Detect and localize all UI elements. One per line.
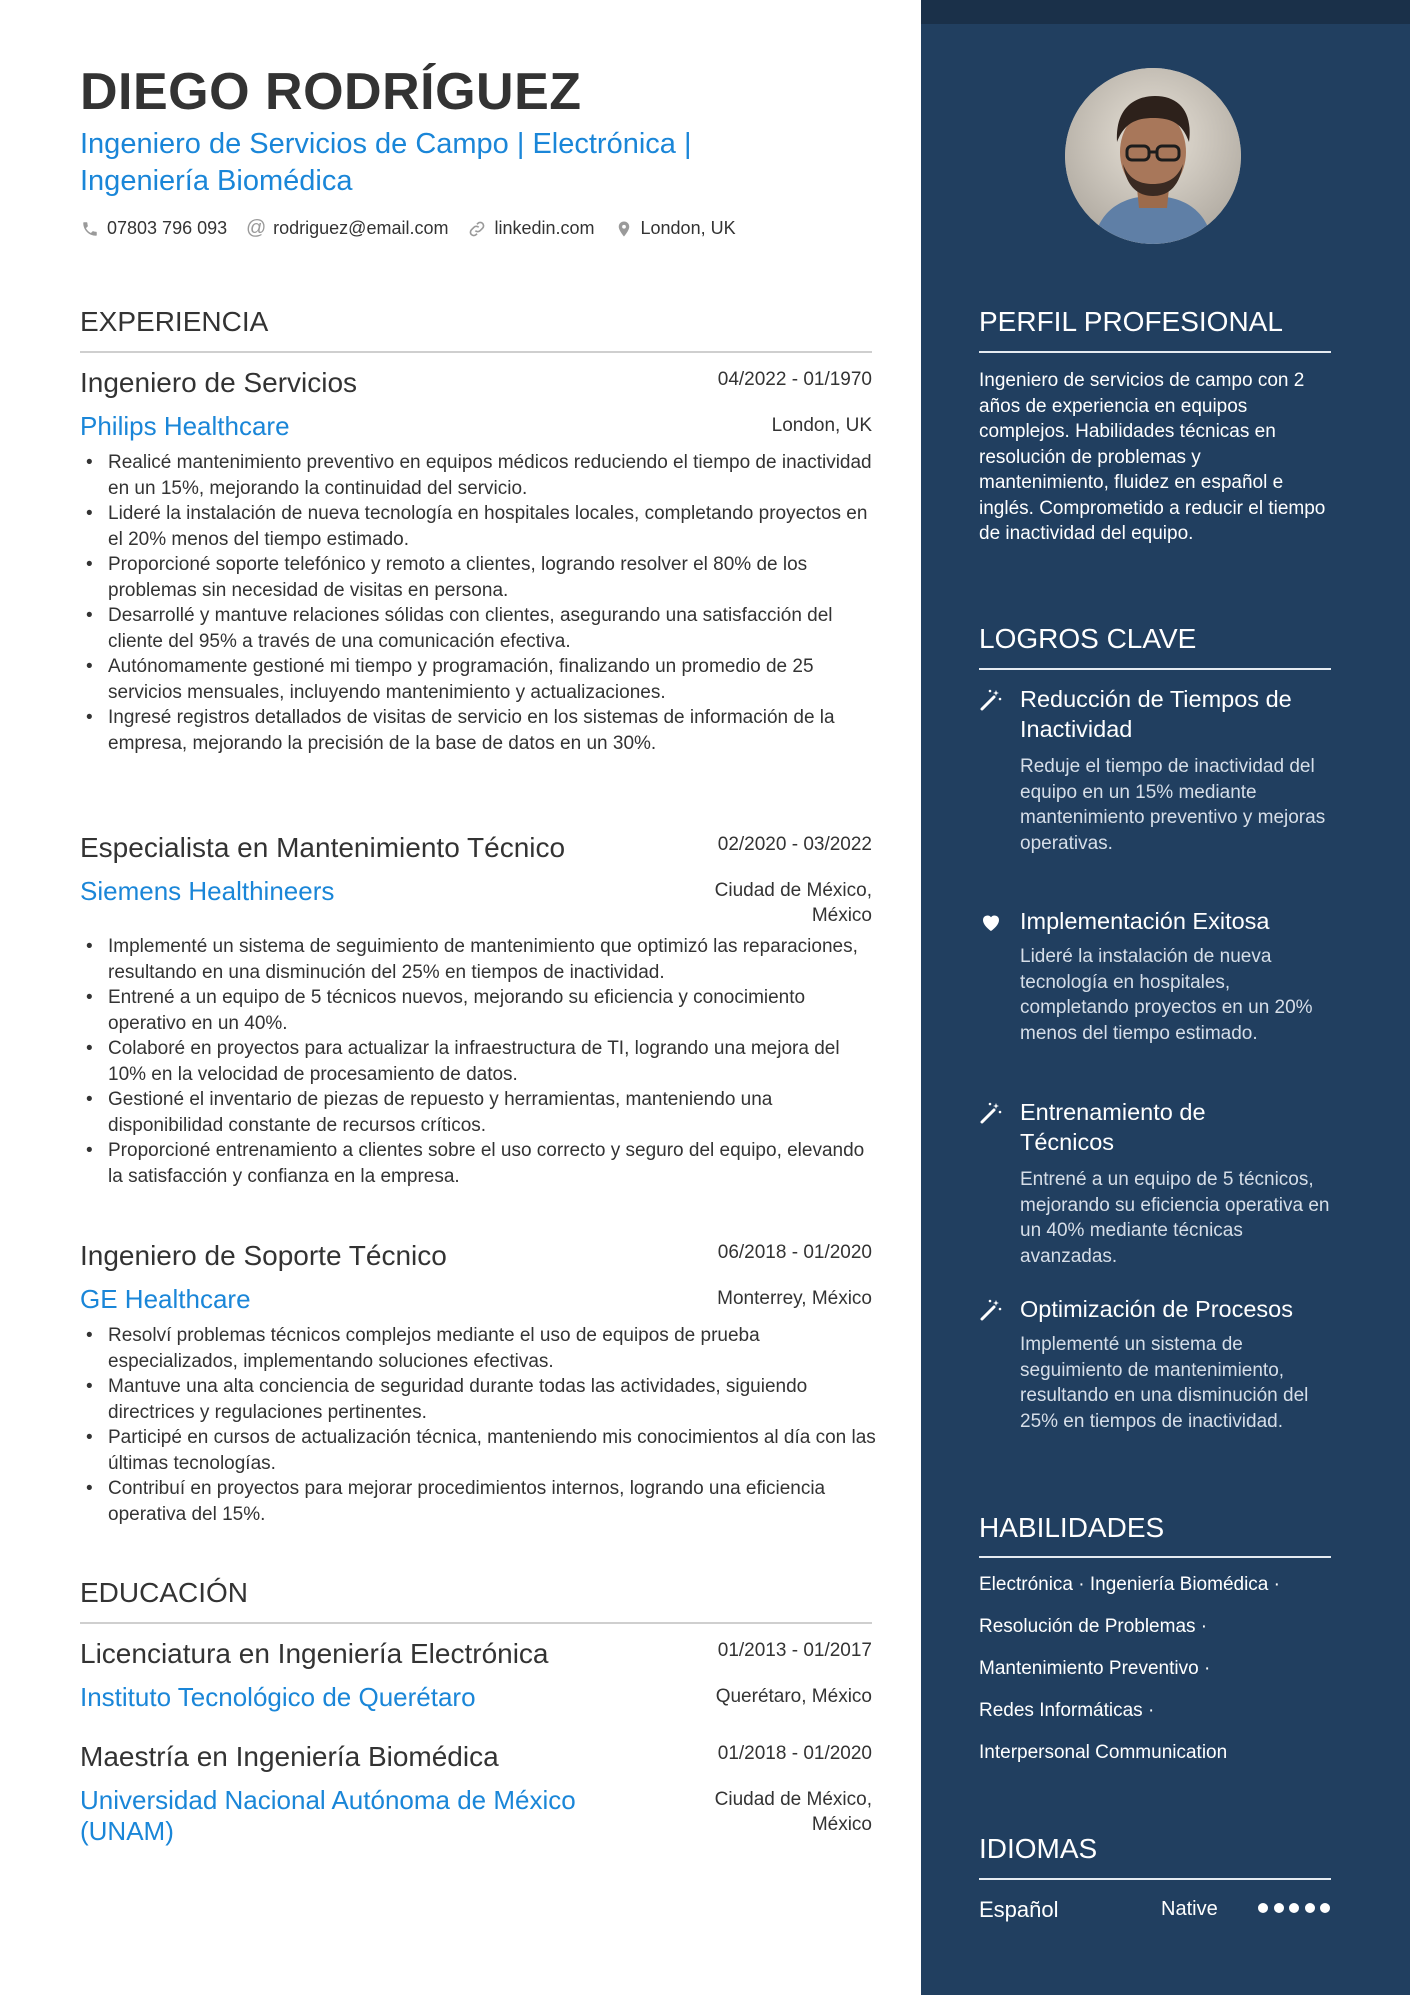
bullet-item: • Mantuve una alta conciencia de seguridad durante todas las actividades, siguiendo directrices y regulaciones pertinentes.: [80, 1374, 880, 1425]
education-location: [715, 1787, 872, 1837]
proficiency-dot: [1258, 1903, 1268, 1913]
achievement-desc: Implementé un sistema de seguimiento de mantenimiento, resultando en una disminución del 25% en tiempos de inactividad.: [1020, 1334, 1309, 1432]
job-entry: [80, 367, 872, 754]
job-bullets: [80, 934, 880, 1189]
bullet-item: • Proporcioné entrenamiento a clientes sobre el uso correcto y seguro del equipo, elevando la satisfacción y confianza en la empresa.: [80, 1138, 880, 1189]
contact-linkedin[interactable]: [467, 218, 594, 239]
linkedin-text: linkedin.com: [494, 218, 595, 238]
languages-divider: [979, 1878, 1331, 1880]
experience-divider: [80, 351, 872, 353]
job-dates: 04/2022 - 01/1970: [717, 369, 872, 390]
proficiency-dot: [1305, 1903, 1315, 1913]
magic-wand-icon: [979, 1298, 1003, 1322]
skills-divider: [979, 1556, 1331, 1558]
education-location-line: México: [811, 1814, 872, 1835]
proficiency-dot: [1320, 1903, 1330, 1913]
education-entry: [80, 1638, 872, 1712]
contact-location: [614, 218, 736, 239]
education-dates: 01/2013 - 01/2017: [717, 1640, 872, 1661]
job-role: Especialista en Mantenimiento Técnico: [80, 832, 566, 863]
language-proficiency-dots: [1258, 1903, 1336, 1913]
bullet-item: • Ingresé registros detallados de visitas de servicio en los sistemas de información de la empresa, mejorando la precisión de la base de datos en un 30%.: [80, 705, 880, 756]
achievement-desc: Lideré la instalación de nueva tecnología en hospitales, completando proyectos en un 20% menos del tiempo estimado.: [1020, 946, 1313, 1044]
degree: Maestría en Ingeniería Biomédica: [80, 1741, 499, 1772]
profile-divider: [979, 351, 1331, 353]
job-company: GE Healthcare: [80, 1284, 251, 1314]
job-location-line: México: [811, 905, 872, 926]
bullet-item: • Gestioné el inventario de piezas de repuesto y herramientas, manteniendo una disponibilidad constante de recursos críticos.: [80, 1087, 880, 1138]
headline-line: Ingeniero de Servicios de Campo | Electrónica |: [80, 128, 692, 160]
bullet-item: • Desarrollé y mantuve relaciones sólidas con clientes, asegurando una satisfacción del cliente del 95% a través de una comunicación efectiva.: [80, 603, 880, 654]
school: Instituto Tecnológico de Querétaro: [80, 1682, 476, 1712]
sidebar-top-bar: [921, 0, 1410, 24]
location-text: London, UK: [640, 218, 736, 238]
skill-line: Electrónica · Ingeniería Biomédica ·: [979, 1574, 1280, 1595]
bullet-item: • Contribuí en proyectos para mejorar procedimientos internos, logrando una eficiencia operativa del 15%.: [80, 1476, 880, 1527]
magic-wand-icon: [979, 688, 1003, 712]
achievement-desc: Reduje el tiempo de inactividad del equipo en un 15% mediante mantenimiento preventivo y mejoras operativas.: [1020, 756, 1326, 854]
proficiency-dot: [1289, 1903, 1299, 1913]
profile-photo: [1065, 68, 1241, 244]
education-entry: [80, 1741, 872, 1846]
phone-icon: [80, 219, 100, 239]
job-dates: 06/2018 - 01/2020: [717, 1242, 872, 1263]
phone-text: 07803 796 093: [107, 218, 228, 238]
school-line: Universidad Nacional Autónoma de México: [80, 1785, 576, 1815]
headline: [80, 126, 780, 200]
bullet-item: • Entrené a un equipo de 5 técnicos nuevos, mejorando su eficiencia y conocimiento operativo en un 40%.: [80, 985, 880, 1036]
languages-title: IDIOMAS: [979, 1833, 1098, 1864]
job-location: London, UK: [771, 415, 872, 436]
job-dates: 02/2020 - 03/2022: [717, 834, 872, 855]
bullet-item: • Participé en cursos de actualización técnica, manteniendo mis conocimientos al día con las últimas tecnologías.: [80, 1425, 880, 1476]
job-location: [715, 878, 872, 928]
bullet-item: • Implementé un sistema de seguimiento de mantenimiento que optimizó las reparaciones, resultando en una disminución del 25% en tiempos de inactividad.: [80, 934, 880, 985]
achievement-desc: Entrené a un equipo de 5 técnicos, mejorando su eficiencia operativa en un 40% mediante técnicas avanzadas.: [1020, 1169, 1330, 1267]
job-role: Ingeniero de Soporte Técnico: [80, 1240, 447, 1271]
skill-line: Redes Informáticas ·: [979, 1700, 1155, 1721]
achievement-title: Optimización de Procesos: [1020, 1296, 1293, 1322]
headline-line: Ingeniería Biomédica: [80, 165, 353, 197]
school: [80, 1785, 576, 1847]
job-company: Philips Healthcare: [80, 411, 290, 441]
achievement-title: Reducción de Tiempos de Inactividad: [1020, 686, 1292, 742]
skills-title: HABILIDADES: [979, 1512, 1165, 1543]
achievements-divider: [979, 668, 1331, 670]
proficiency-dot: [1274, 1903, 1284, 1913]
heart-icon: [979, 910, 1003, 934]
education-location-line: Ciudad de México,: [714, 1789, 872, 1810]
skill-line: Mantenimiento Preventivo ·: [979, 1658, 1211, 1679]
job-role: Ingeniero de Servicios: [80, 367, 358, 398]
education-location: Querétaro, México: [715, 1686, 872, 1707]
skill-line: Resolución de Problemas ·: [979, 1616, 1208, 1637]
language-name: Español: [979, 1897, 1059, 1922]
education-title: EDUCACIÓN: [80, 1577, 249, 1608]
profile-title: PERFIL PROFESIONAL: [979, 306, 1283, 337]
job-bullets: [80, 1323, 880, 1527]
bullet-item: • Resolví problemas técnicos complejos mediante el uso de equipos de prueba especializados, implementando soluciones efectivas.: [80, 1323, 880, 1374]
job-company: Siemens Healthineers: [80, 876, 335, 906]
job-entry: [80, 832, 872, 1187]
email-text: rodriguez@email.com: [273, 218, 449, 238]
experience-title: EXPERIENCIA: [80, 306, 269, 337]
education-divider: [80, 1622, 872, 1624]
contact-phone[interactable]: [80, 218, 227, 239]
profile-text: Ingeniero de servicios de campo con 2 años de experiencia en equipos complejos. Habilidades técnicas en resolución de problemas y mantenimiento, fluidez en español e inglés. Comprometido a reducir el tiempo de inactividad del equipo.: [979, 370, 1326, 544]
achievement-title: Implementación Exitosa: [1020, 908, 1270, 934]
achievements-title: LOGROS CLAVE: [979, 623, 1197, 654]
job-location: Monterrey, México: [717, 1288, 872, 1309]
bullet-item: • Colaboré en proyectos para actualizar la infraestructura de TI, logrando una mejora del 10% en la velocidad de procesamiento de datos.: [80, 1036, 880, 1087]
location-pin-icon: [614, 219, 634, 239]
magic-wand-icon: [979, 1101, 1003, 1125]
achievement-title: Entrenamiento de Técnicos: [1020, 1099, 1206, 1155]
candidate-name: DIEGO RODRÍGUEZ: [80, 63, 582, 121]
contact-email[interactable]: [246, 218, 448, 239]
contact-row: [80, 218, 755, 239]
job-bullets: [80, 450, 880, 756]
link-icon: [467, 219, 487, 239]
job-entry: [80, 1240, 876, 1525]
job-location-line: Ciudad de México,: [714, 880, 872, 901]
school-line: (UNAM): [80, 1816, 174, 1846]
skill-line: Interpersonal Communication: [979, 1742, 1228, 1763]
bullet-item: • Realicé mantenimiento preventivo en equipos médicos reduciendo el tiempo de inactividad en un 15%, mejorando la continuidad del servicio.: [80, 450, 880, 501]
bullet-item: • Proporcioné soporte telefónico y remoto a clientes, logrando resolver el 80% de los problemas sin necesidad de visitas en persona.: [80, 552, 880, 603]
degree: Licenciatura en Ingeniería Electrónica: [80, 1638, 549, 1669]
bullet-item: • Autónomamente gestioné mi tiempo y programación, finalizando un promedio de 25 servicios mensuales, incluyendo mantenimiento y actualizaciones.: [80, 654, 880, 705]
language-level: Native: [1161, 1898, 1218, 1920]
bullet-item: • Lideré la instalación de nueva tecnología en hospitales locales, completando proyectos en el 20% menos del tiempo estimado.: [80, 501, 880, 552]
education-dates: 01/2018 - 01/2020: [717, 1743, 872, 1764]
at-icon: @: [245, 217, 267, 239]
